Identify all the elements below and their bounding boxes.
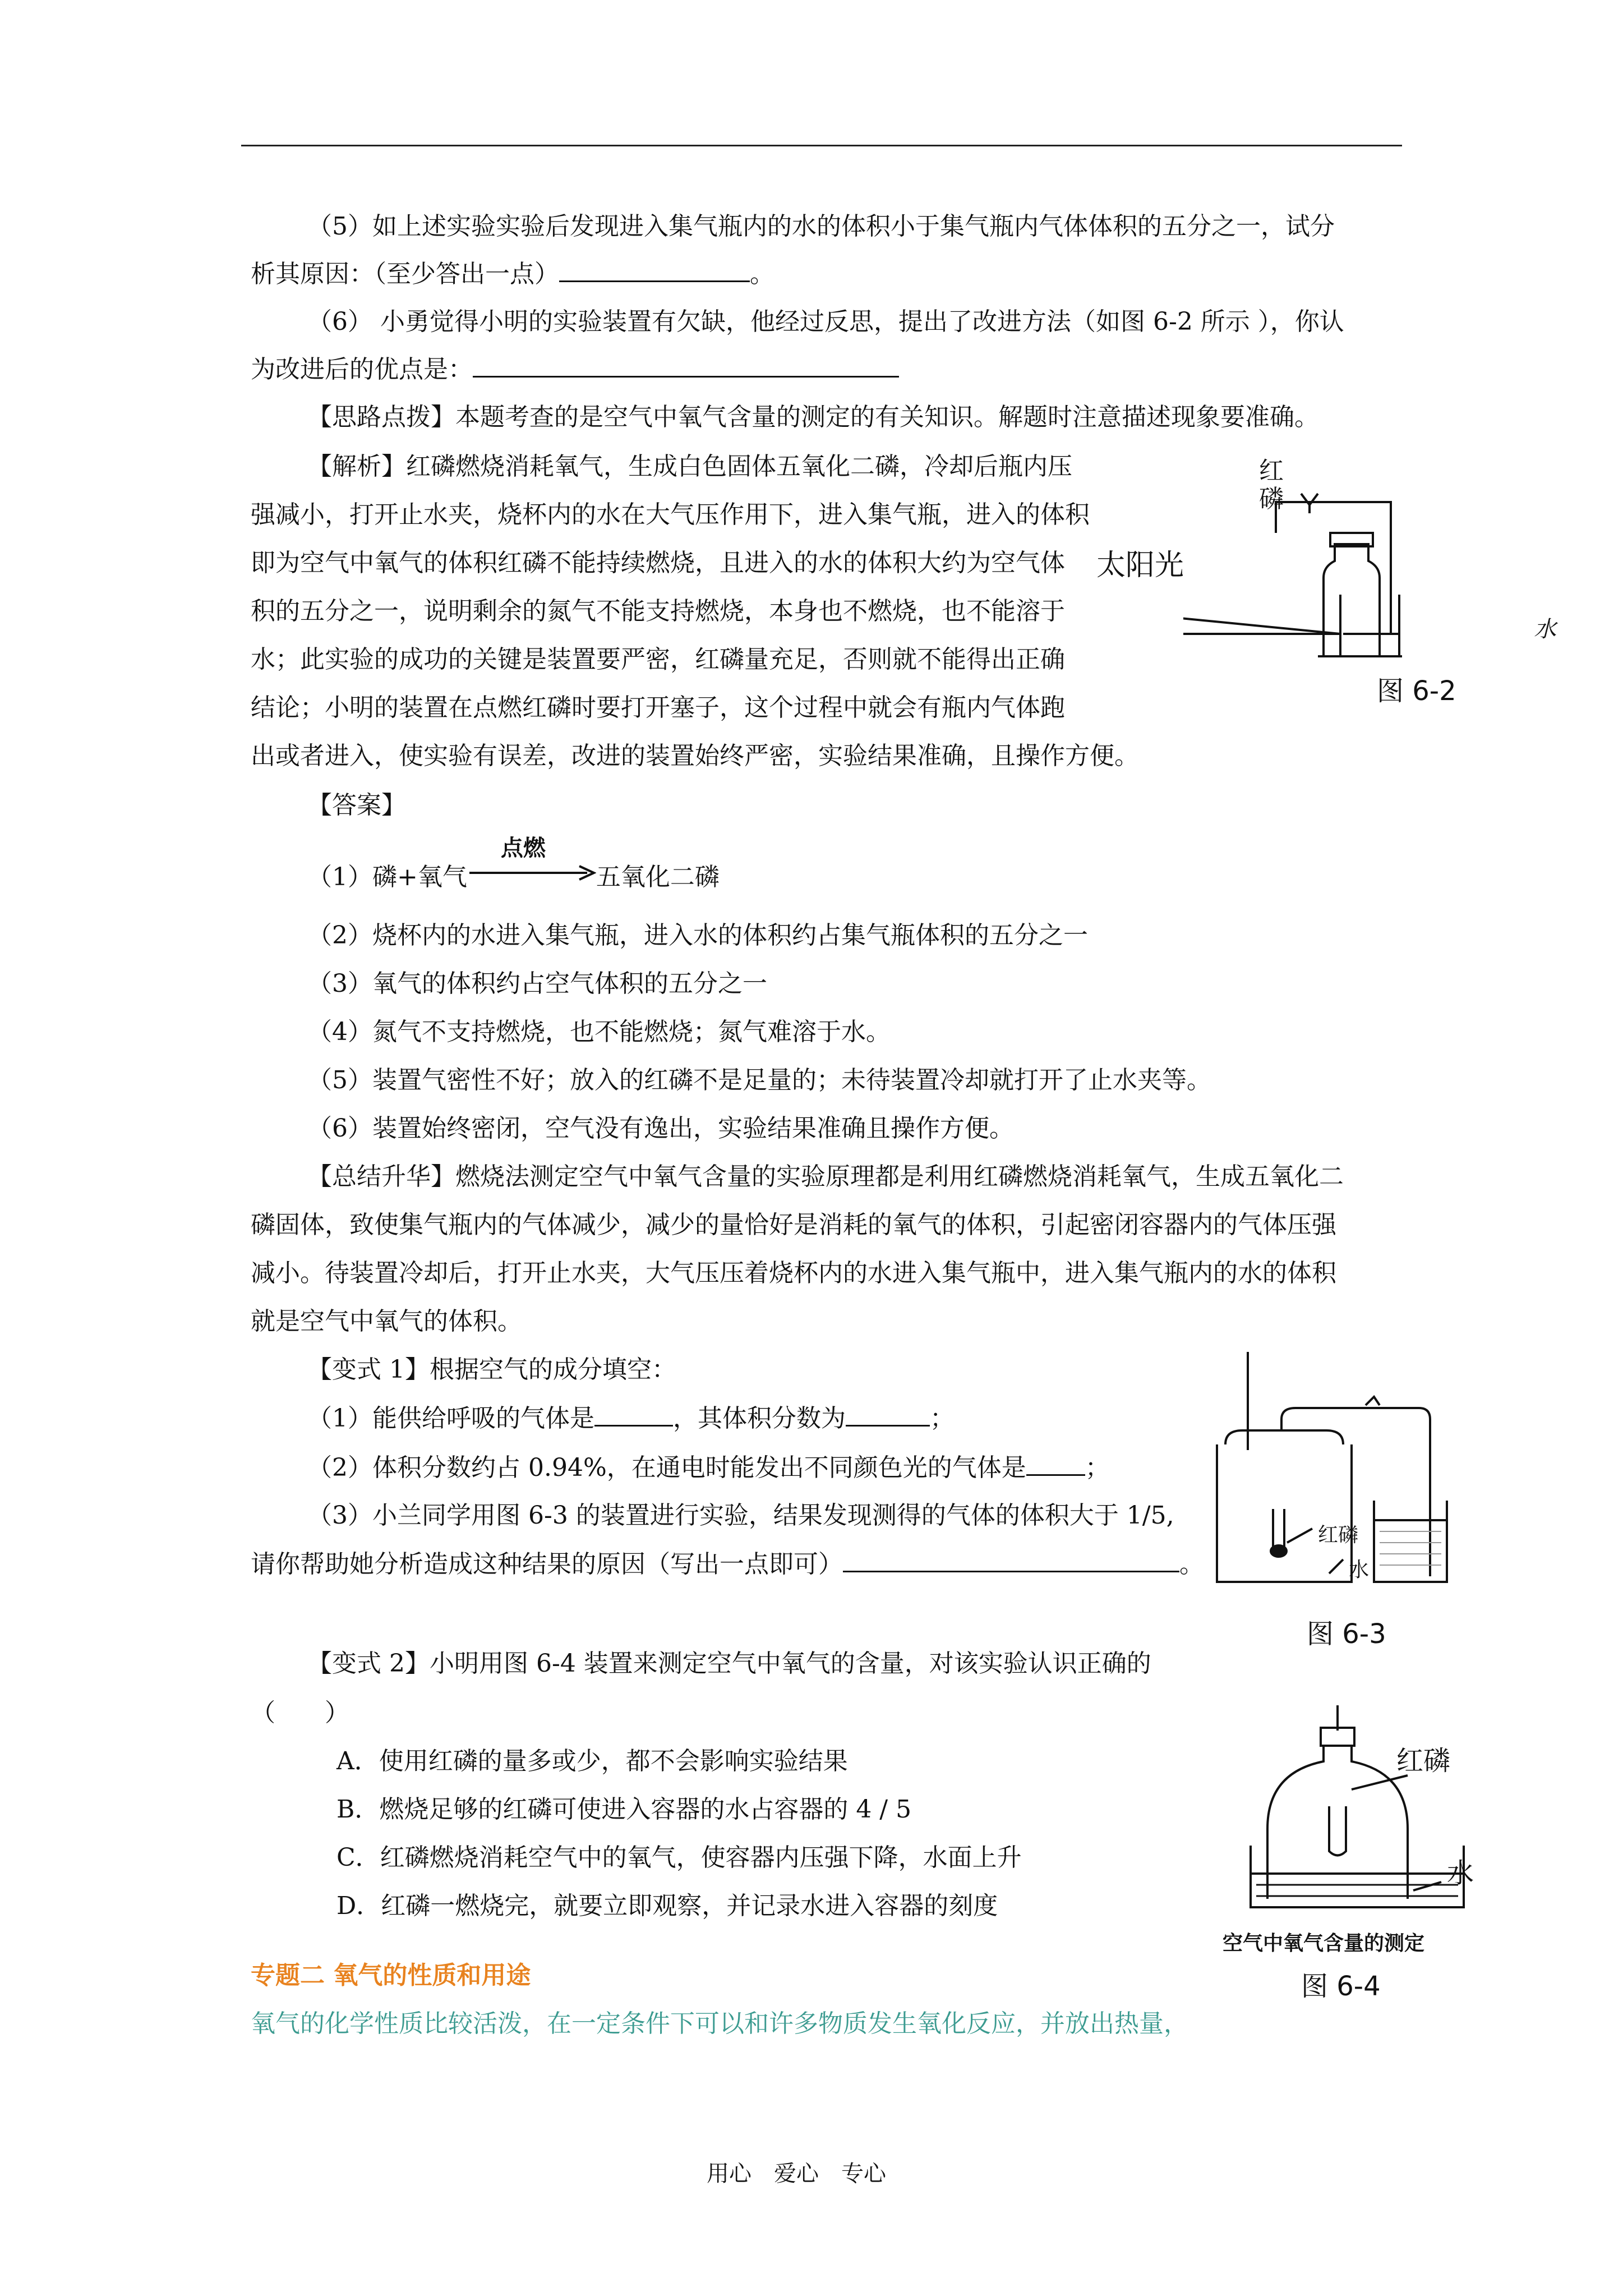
fig64-label-water: 水 bbox=[1447, 1857, 1474, 1889]
variant1-q2: （2）体积分数约占 0.94%，在通电时能发出不同颜色光的气体是 ； bbox=[307, 1452, 1110, 1484]
variant2-option-a[interactable]: A．使用红磷的量多或少，都不会影响实验结果 bbox=[336, 1747, 848, 1775]
variant2-stem: 【变式 2】小明用图 6-4 装置来测定空气中氧气的含量，对该实验认识正确的 bbox=[307, 1649, 1151, 1678]
answer-2: （2）烧杯内的水进入集气瓶，进入水的体积约占集气瓶体积的五分之一 bbox=[307, 921, 1088, 950]
fig63-label-phosphorus: 红磷 bbox=[1318, 1524, 1359, 1547]
topic2-text: 氧气的化学性质比较活泼，在一定条件下可以和许多物质发生氧化反应，并放出热量， bbox=[251, 2009, 1188, 2038]
variant1-title: 【变式 1】根据空气的成分填空： bbox=[307, 1355, 676, 1384]
variant1-q2-blank[interactable] bbox=[1026, 1452, 1085, 1476]
q6-line2 bbox=[251, 353, 899, 385]
answer-tag: 【答案】 bbox=[307, 791, 406, 820]
summary-line-3: 就是空气中氧气的体积。 bbox=[251, 1307, 522, 1336]
fig64-label-phosphorus: 红磷 bbox=[1396, 1745, 1451, 1777]
answer-6: （6）装置始终密闭，空气没有逸出，实验结果准确且操作方便。 bbox=[307, 1114, 1014, 1143]
q5-line2 bbox=[251, 258, 774, 290]
variant2-option-d[interactable]: D．红磷一燃烧完，就要立即观察，并记录水进入容器的刻度 bbox=[336, 1892, 998, 1920]
q6-line2-text: 为改进后的优点是： bbox=[251, 355, 473, 384]
analysis-line-3: 积的五分之一，说明剩余的氮气不能支持燃烧，本身也不燃烧，也不能溶于 bbox=[251, 597, 1065, 625]
variant1-q3-line2: 请你帮助她分析造成这种结果的原因（写出一点即可） 。 bbox=[251, 1548, 1204, 1580]
analysis-tag: 【解析】 bbox=[307, 452, 406, 481]
fig62-label-water: 水 bbox=[1534, 616, 1556, 642]
figure-6-4-drawing bbox=[1245, 1705, 1492, 1963]
answer-5: （5）装置气密性不好；放入的红磷不是足量的；未待装置冷却就打开了止水夹等。 bbox=[307, 1066, 1211, 1094]
summary-tag: 【总结升华】 bbox=[307, 1162, 455, 1191]
fig62-label-phosphorus: 红磷 bbox=[1259, 457, 1284, 513]
figure-6-2 bbox=[1183, 449, 1408, 718]
analysis-line-6: 出或者进入，使实验有误差，改进的装置始终严密，实验结果准确，且操作方便。 bbox=[251, 742, 1139, 770]
variant2-option-c[interactable]: C．红磷燃烧消耗空气中的氧气，使容器内压强下降，水面上升 bbox=[336, 1843, 1022, 1872]
answer-1 bbox=[307, 835, 720, 893]
figure-6-2-drawing bbox=[1183, 449, 1408, 718]
fig62-label-sunlight: 太阳光 bbox=[1096, 549, 1184, 582]
summary-line-1: 磷固体，致使集气瓶内的气体减少，减少的量恰好是消耗的氧气的体积，引起密闭容器内的气体压强 bbox=[251, 1211, 1336, 1239]
analysis-line-2: 即为空气中氧气的体积红磷不能持续燃烧，且进入的水的体积大约为空气体 bbox=[251, 549, 1065, 577]
hint-paragraph bbox=[307, 402, 1319, 433]
figure-6-4 bbox=[1245, 1705, 1492, 1963]
hint-text: 本题考查的是空气中氧气含量的测定的有关知识。解题时注意描述现象要准确。 bbox=[455, 403, 1319, 431]
q6-answer-blank[interactable] bbox=[473, 353, 899, 378]
fig62-caption: 图 6-2 bbox=[1377, 675, 1456, 707]
hint-tag: 【思路点拨】 bbox=[307, 403, 455, 431]
fig64-caption: 图 6-4 bbox=[1301, 1971, 1381, 2002]
answer-1-right: 五氧化二磷 bbox=[596, 863, 720, 891]
variant2-tag: 【变式 2】 bbox=[307, 1649, 430, 1678]
q6-line1: （6） 小勇觉得小明的实验装置有欠缺，他经过反思，提出了改进方法（如图 6-2 所示 ），你认 bbox=[307, 307, 1344, 336]
fig63-caption: 图 6-3 bbox=[1307, 1618, 1386, 1650]
fig64-subtitle: 空气中氧气含量的测定 bbox=[1223, 1932, 1425, 1955]
analysis-line-4: 水；此实验的成功的关键是装置要严密，红磷量充足，否则就不能得出正确 bbox=[251, 645, 1065, 674]
topic2-heading: 专题二 氧气的性质和用途 bbox=[251, 1961, 531, 1990]
reaction-arrow bbox=[467, 835, 596, 885]
variant2-paren: （ ） bbox=[251, 1699, 349, 1727]
variant1-q3-blank[interactable] bbox=[843, 1548, 1179, 1572]
q5-line2-text: 析其原因：（至少答出一点） bbox=[251, 260, 559, 288]
page-footer: 用心 爱心 专心 bbox=[707, 2161, 886, 2187]
analysis-line-1: 强减小，打开止水夹，烧杯内的水在大气压作用下，进入集气瓶，进入的体积 bbox=[251, 500, 1090, 529]
analysis-line-0: 【解析】红磷燃烧消耗氧气，生成白色固体五氧化二磷，冷却后瓶内压 bbox=[307, 452, 1072, 481]
q5-line2-end: 。 bbox=[750, 260, 774, 288]
summary-line-0: 【总结升华】燃烧法测定空气中氧气含量的实验原理都是利用红磷燃烧消耗氧气，生成五氧化二 bbox=[307, 1162, 1344, 1191]
variant1-tag: 【变式 1】 bbox=[307, 1355, 430, 1384]
fig63-label-water: 水 bbox=[1349, 1558, 1370, 1581]
arrow-icon bbox=[467, 865, 596, 887]
analysis-line-5: 结论；小明的装置在点燃红磷时要打开塞子，这个过程中就会有瓶内气体跑 bbox=[251, 693, 1065, 722]
answer-4: （4）氮气不支持燃烧，也不能燃烧；氮气难溶于水。 bbox=[307, 1018, 891, 1046]
header-rule bbox=[241, 145, 1402, 146]
figure-6-3-drawing bbox=[1206, 1352, 1453, 1644]
summary-line-2: 减小。待装置冷却后，打开止水夹，大气压压着烧杯内的水进入集气瓶中，进入集气瓶内的水的体积 bbox=[251, 1259, 1336, 1287]
variant1-q1-blank-gas[interactable] bbox=[594, 1402, 673, 1427]
reaction-condition: 点燃 bbox=[500, 835, 546, 861]
variant1-q1-blank-fraction[interactable] bbox=[846, 1402, 930, 1427]
variant1-q1: （1）能供给呼吸的气体是 ，其体积分数为 ； bbox=[307, 1402, 955, 1434]
q5-line1: （5）如上述实验实验后发现进入集气瓶内的水的体积小于集气瓶内气体体积的五分之一，试分 bbox=[307, 212, 1335, 241]
answer-3: （3）氧气的体积约占空气体积的五分之一 bbox=[307, 969, 767, 998]
figure-6-3 bbox=[1206, 1352, 1453, 1644]
variant1-q3: （3）小兰同学用图 6-3 的装置进行实验，结果发现测得的气体的体积大于 1/5, bbox=[307, 1501, 1174, 1530]
q5-answer-blank[interactable] bbox=[559, 258, 750, 282]
variant2-option-b[interactable]: B．燃烧足够的红磷可使进入容器的水占容器的 4 / 5 bbox=[336, 1795, 912, 1824]
answer-1-left: （1）磷+氧气 bbox=[307, 863, 467, 891]
